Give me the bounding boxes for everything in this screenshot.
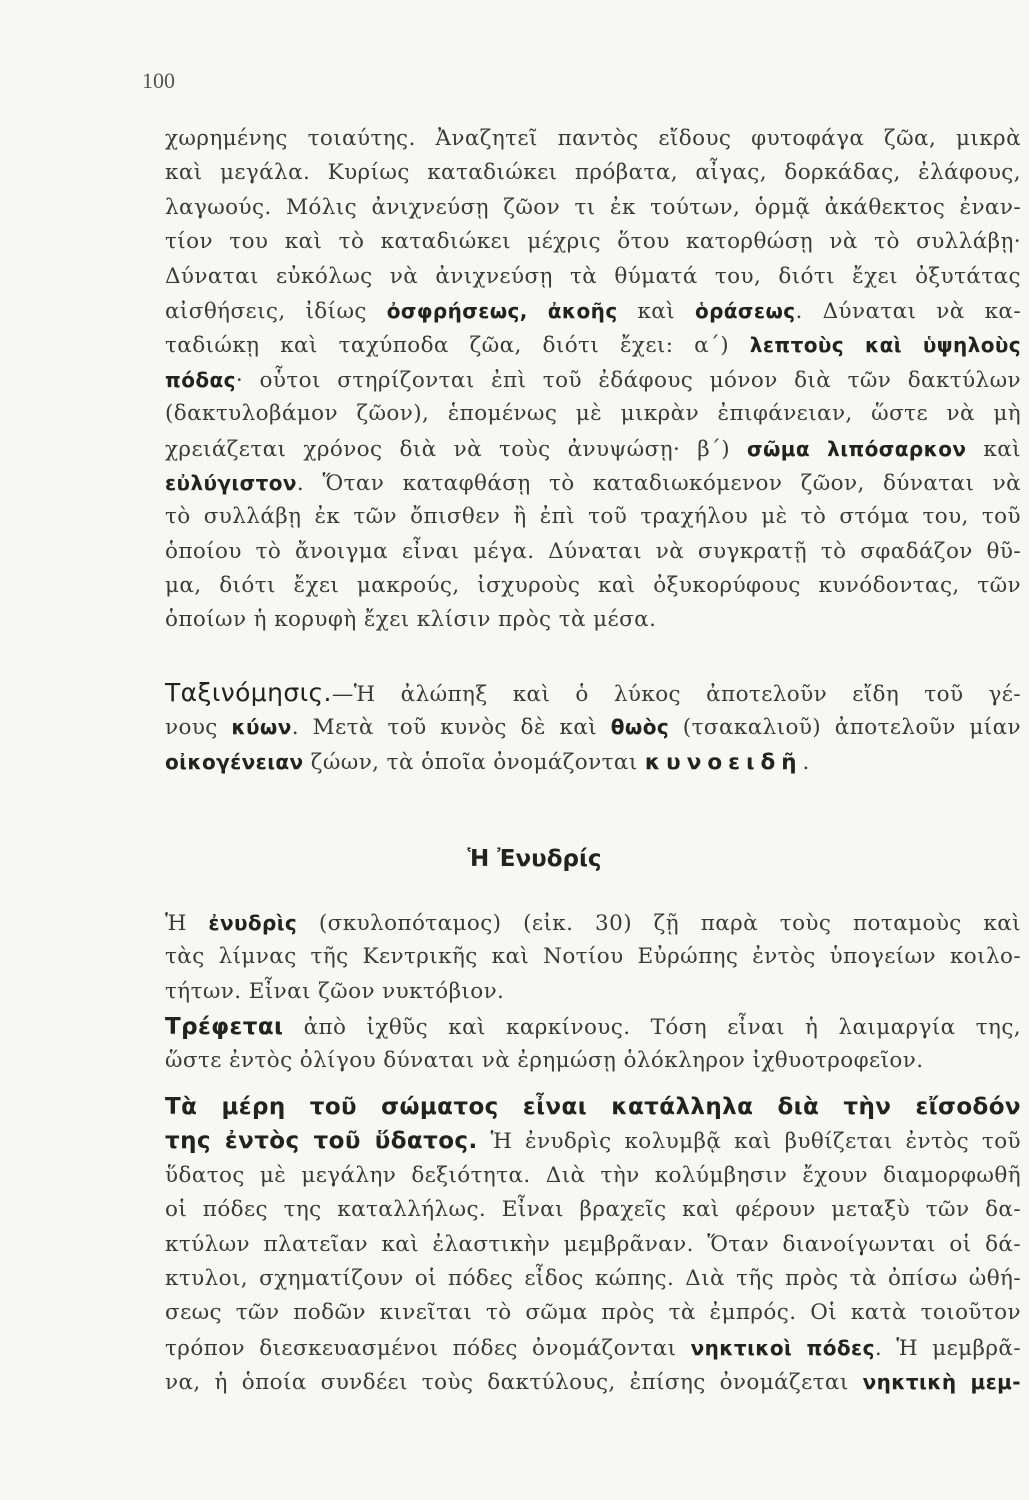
text-run: να, ἡ ὁποία συνδέει τοὺς δακτύλους, ἐπίσης ὀνομάζεται [165, 1370, 863, 1396]
text-run: . [802, 749, 810, 775]
text-run: (σκυλοπόταμος) (εἰκ. 30) ζῇ παρὰ τοὺς ποταμοὺς καὶ [297, 911, 1022, 936]
text-run: —Ἡ ἀλώπηξ καὶ ὁ λύκος ἀποτελοῦν εἴδη τοῦ γέ- [331, 682, 1021, 707]
text-line [165, 1010, 1021, 1044]
text-line [165, 328, 1021, 362]
text-line: ὥστε ἐντὸς ὀλίγου δύναται νὰ ἐρημώσῃ ὁλόκληρον ἰχθυοτροφεῖον. [165, 1048, 924, 1074]
text-run: ἀπὸ ἰχθῦς καὶ καρκίνους. Τόση εἶναι ἡ λαιμαργία της, [283, 1015, 1021, 1040]
text-run: Ἡ [165, 911, 209, 936]
text-line: (δακτυλοβάμον ζῶον), ἑπομένως μὲ μικρὰν ἐπιφάνειαν, ὥστε νὰ μὴ [165, 401, 1021, 427]
text-line: σεως τῶν ποδῶν κινεῖται τὸ σῶμα πρὸς τὰ ἐμπρός. Οἱ κατὰ τοιοῦτον [165, 1300, 1021, 1326]
bold-run: της ἐντὸς τοῦ ὕδατος. [165, 1128, 478, 1155]
text-run: καὶ [617, 298, 695, 324]
bold-term-family: οἰκογένειαν [165, 749, 304, 774]
text-line [165, 676, 1021, 710]
text-run: καὶ [966, 436, 1021, 462]
page-number: 100 [142, 68, 175, 93]
text-line [165, 906, 1021, 940]
text-run: ταδιώκῃ καὶ ταχύποδα ζῶα, διότι ἔχει: α΄) [165, 333, 750, 359]
text-line: Τὰ μέρη τοῦ σώματος εἶναι κατάλληλα διὰ τὴν εἴσοδόν [165, 1094, 1021, 1120]
text-line: χωρημένης τοιαύτης. Ἀναζητεῖ παντὸς εἴδους φυτοφάγα ζῶα, μικρὰ [165, 126, 1021, 151]
bold-term-feeds: Τρέφεται [165, 1014, 284, 1040]
bold-term-genus: κύων [231, 715, 292, 740]
text-line: τίον του καὶ τὸ καταδιώκει μέχρις ὅτου κατορθώσῃ νὰ τὸ συλλάβῃ· [165, 229, 1021, 255]
text-line [165, 294, 1021, 328]
text-line: Δύναται εὐκόλως νὰ ἀνιχνεύσῃ τὰ θύματά του, διότι ἔχει ὀξυτάτας [165, 263, 1021, 289]
text-line [165, 432, 1021, 466]
bold-term-swimming-feet: νηκτικοὶ πόδες [690, 1335, 875, 1360]
text-line: τὰς λίμνας τῆς Κεντρικῆς καὶ Νοτίου Εὐρώπης ἐντὸς ὑπογείων κοιλο- [165, 944, 1021, 970]
bold-term-sight: ὁράσεως [694, 298, 796, 323]
text-run: αἰσθήσεις, ἰδίως [165, 298, 387, 324]
text-line: τήτων. Εἶναι ζῶον νυκτόβιον. [165, 978, 505, 1004]
text-line: καὶ μεγάλα. Κυρίως καταδιώκει πρόβατα, αἶγας, δορκάδας, ἐλάφους, [165, 160, 1021, 186]
paragraph-otter-body [165, 1090, 1021, 1400]
bold-term-flexible: εὐλύγιστον [165, 470, 297, 495]
text-run: . Μετὰ τοῦ κυνὸς δὲ καὶ [291, 715, 611, 741]
text-line: μα, διότι ἔχει μακρούς, ἰσχυροὺς καὶ ὀξυκορύφους κυνόδοντας, τῶν [165, 573, 1021, 599]
text-run: (τσακαλιοῦ) ἀποτελοῦν μίαν [669, 715, 1021, 741]
bold-term-otter: ἐνυδρὶς [208, 911, 298, 935]
section-heading: Ἡ Ἐνυδρίς [467, 846, 602, 872]
text-line [165, 710, 1021, 744]
text-line [165, 1124, 1021, 1158]
text-run: τρόπον διεσκευασμένοι πόδες ὀνομάζονται [165, 1335, 691, 1361]
text-run: . Ἡ μεμβρᾶ- [874, 1335, 1021, 1361]
text-line: κτύλων πλατεῖαν καὶ ἐλαστικὴν μεμβρᾶναν. Ὅταν διανοίγωνται οἱ δά- [165, 1231, 1021, 1257]
paragraph-taxonomy [165, 676, 1021, 779]
bold-term-legs: λεπτοὺς καὶ ὑψηλοὺς [749, 333, 1022, 358]
text-run: . Δύναται νὰ κα- [795, 298, 1021, 324]
bold-term-swimming-membrane: νηκτικὴ μεμ- [862, 1370, 1021, 1395]
bold-term-body: σῶμα λιπόσαρκον [747, 436, 967, 461]
text-line: ὕδατος μὲ μεγάλην δεξιότητα. Διὰ τὴν κολύμβησιν ἔχουν διαμορφωθῆ [165, 1162, 1021, 1188]
run-in-heading-taxonomy: Ταξινόμησις. [165, 678, 332, 707]
text-run: . Ὅταν καταφθάσῃ τὸ καταδιωκόμενον ζῶον, δύναται νὰ [296, 470, 1021, 496]
paragraph-otter-diet [165, 1010, 1021, 1079]
text-line [165, 745, 1021, 779]
text-run: Ἡ ἐνυδρὶς κολυμβᾷ καὶ βυθίζεται ἐντὸς τοῦ [477, 1129, 1022, 1155]
paragraph-otter-habitat [165, 906, 1021, 1009]
text-line [165, 363, 1021, 397]
text-run: χρειάζεται χρόνος διὰ νὰ τοὺς ἀνυψώσῃ· β΄) [165, 436, 748, 462]
text-line [165, 466, 1021, 500]
paragraph-fox-hunting [165, 122, 1021, 638]
text-line: ὁποίου τὸ ἄνοιγμα εἶναι μέγα. Δύναται νὰ συγκρατῇ τὸ σφαδάζον θῦ- [165, 538, 1021, 564]
text-line: τὸ συλλάβῃ ἐκ τῶν ὄπισθεν ἢ ἐπὶ τοῦ τραχήλου μὲ τὸ στόμα του, τοῦ [165, 504, 1021, 530]
text-run: · οὗτοι στηρίζονται ἐπὶ τοῦ ἐδάφους μόνον διὰ τῶν δακτύλων [235, 367, 1021, 393]
text-line [165, 1331, 1021, 1365]
text-line: κτυλοι, σχηματίζουν οἱ πόδες εἶδος κώπης. Διὰ τῆς πρὸς τὰ ὀπίσω ὠθή- [165, 1265, 1021, 1291]
text-line: οἱ πόδες της καταλλήλως. Εἶναι βραχεῖς καὶ φέρουν μεταξὺ τῶν δα- [165, 1197, 1021, 1223]
text-run: ζώων, τὰ ὁποῖα ὀνομάζονται [303, 749, 645, 775]
bold-term-feet: πόδας [165, 367, 236, 392]
bold-term-jackal: θωὸς [610, 715, 670, 740]
text-run: νους [165, 715, 232, 741]
text-line: ὁποίων ἡ κορυφὴ ἔχει κλίσιν πρὸς τὰ μέσα. [165, 607, 657, 633]
text-line: λαγωούς. Μόλις ἀνιχνεύσῃ ζῶον τι ἐκ τούτων, ὁρμᾷ ἀκάθεκτος ἐναν- [165, 194, 1021, 220]
bold-term-senses: ὀσφρήσεως, ἀκοῆς [386, 298, 618, 323]
text-line [165, 1365, 1021, 1399]
spaced-term-canids: κυνοειδῆ [644, 749, 803, 775]
